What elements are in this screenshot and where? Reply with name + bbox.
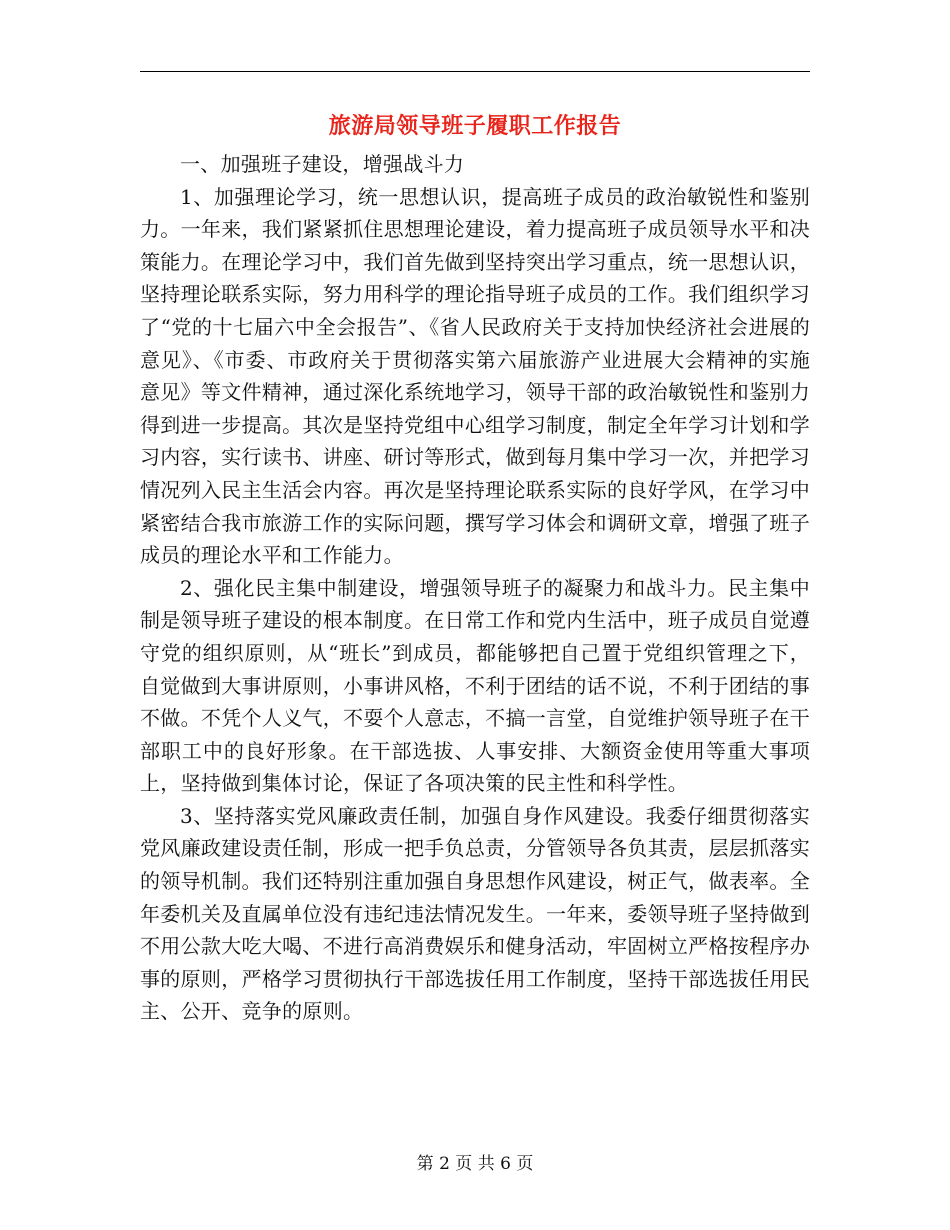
paragraph-theory-study: 1、加强理论学习，统一思想认识，提高班子成员的政治敏锐性和鉴别力。一年来，我们紧紧抓住思想理论建设，着力提高班子成员领导水平和决策能力。在理论学习中，我们首先做到坚持突出学习重点，统一思想认识，坚持理论联系实际，努力用科学的理论指导班子成员的工作。我们组织学习了“党的十七届六中全会报告”、《省人民政府关于支持加快经济社会进展的意见》、《市委、市政府关于贯彻落实第六届旅游产业进展大会精神的实施意见》等文件精神，通过深化系统地学习，领导干部的政治敏锐性和鉴别力得到进一步提高。其次是坚持党组中心组学习制度，制定全年学习计划和学习内容，实行读书、讲座、研讨等形式，做到每月集中学习一次，并把学习情况列入民主生活会内容。再次是坚持理论联系实际的良好学风，在学习中紧密结合我市旅游工作的实际问题，撰写学习体会和调研文章，增强了班子成员的理论水平和工作能力。 <box>140 184 810 568</box>
header-rule <box>140 71 810 72</box>
document-title: 旅游局领导班子履职工作报告 <box>328 113 622 139</box>
page-number-footer: 第 2 页 共 6 页 <box>416 1154 534 1174</box>
paragraph-democratic-centralism: 2、强化民主集中制建设，增强领导班子的凝聚力和战斗力。民主集中制是领导班子建设的根本制度。在日常工作和党内生活中，班子成员自觉遵守党的组织原则，从“班长”到成员，都能够把自己置于党组织管理之下，自觉做到大事讲原则，小事讲风格，不利于团结的话不说，不利于团结的事不做。不凭个人义气，不耍个人意志，不搞一言堂，自觉维护领导班子在干部职工中的良好形象。在干部选拔、人事安排、大额资金使用等重大事项上，坚持做到集体讨论，保证了各项决策的民主性和科学性。 <box>140 575 810 796</box>
document-body <box>140 148 810 1028</box>
paragraph-integrity-responsibility: 3、坚持落实党风廉政责任制，加强自身作风建设。我委仔细贯彻落实党风廉政建设责任制，形成一把手负总责，分管领导各负其责，层层抓落实的领导机制。我们还特别注重加强自身思想作风建设，树正气，做表率。全年委机关及直属单位没有违纪违法情况发生。一年来，委领导班子坚持做到不用公款大吃大喝、不进行高消费娱乐和健身活动，牢固树立严格按程序办事的原则，严格学习贯彻执行干部选拔任用工作制度，坚持干部选拔任用民主、公开、竞争的原则。 <box>140 803 810 1024</box>
section-heading: 一、加强班子建设，增强战斗力 <box>180 152 465 176</box>
